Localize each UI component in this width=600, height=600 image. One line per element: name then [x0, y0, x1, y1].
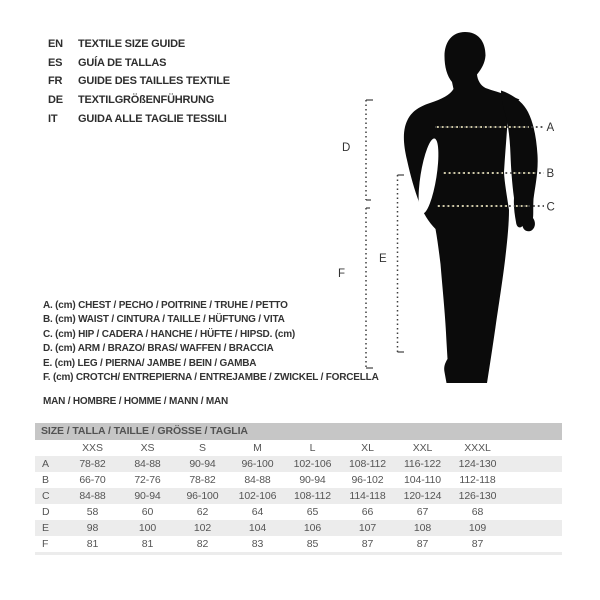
- table-row-c: [35, 488, 562, 504]
- legend-item-chest: A. (cm) CHEST / PECHO / POITRINE / TRUHE / PETTO: [43, 300, 288, 311]
- cell: 124-130: [458, 458, 497, 470]
- guide-title-it: GUIDA ALLE TAGLIE TESSILI: [78, 112, 227, 125]
- column-header-xxl: XXL: [412, 442, 433, 454]
- cell: 81: [86, 538, 99, 550]
- cell: 84-88: [79, 490, 106, 502]
- cell: 90-94: [134, 490, 161, 502]
- cell: 67: [416, 506, 429, 518]
- legend-item-crotch: F. (cm) CROTCH/ ENTREPIERNA / ENTREJAMBE / ZWICKEL / FORCELLA: [43, 371, 379, 383]
- cell: 102: [193, 522, 212, 534]
- cell: 102-106: [238, 490, 277, 502]
- cell: 90-94: [189, 458, 216, 470]
- cell: 84-88: [134, 458, 161, 470]
- language-code: DE: [48, 94, 63, 107]
- legend-item-hip: C. (cm) HIP / CADERA / HANCHE / HÜFTE / HIPSD. (cm): [43, 328, 296, 340]
- arm-measure-label: D: [342, 142, 351, 154]
- waist-measure-label: B: [546, 168, 555, 180]
- row-filler: [505, 472, 562, 488]
- header-spacer: [35, 440, 65, 456]
- cell: 68: [471, 506, 484, 518]
- cell: 90-94: [299, 474, 326, 486]
- row-label: D: [42, 506, 50, 518]
- language-row-it: [48, 109, 230, 128]
- cell: 65: [306, 506, 319, 518]
- cell: 58: [86, 506, 99, 518]
- cell: 96-102: [351, 474, 384, 486]
- language-code: ES: [48, 56, 63, 69]
- cell: 112-118: [459, 474, 496, 486]
- guide-title-es: GUÍA DE TALLAS: [78, 56, 167, 69]
- language-row-es: [48, 54, 230, 73]
- cell: 78-82: [79, 458, 106, 470]
- cell: 104: [248, 522, 267, 534]
- measurement-legend: [43, 299, 379, 410]
- cell: 87: [361, 538, 374, 550]
- cell: 96-100: [241, 458, 274, 470]
- table-row-d: [35, 504, 562, 520]
- gender-line: MAN / HOMBRE / HOMME / MANN / MAN: [43, 396, 229, 408]
- cell: 104-110: [403, 474, 442, 486]
- cell: 78-82: [189, 474, 216, 486]
- cell: 66: [361, 506, 374, 518]
- guide-title-fr: GUIDE DES TAILLES TEXTILE: [78, 75, 230, 88]
- cell: 108-112: [293, 490, 332, 502]
- cell: 87: [471, 538, 484, 550]
- cell: 102-106: [293, 458, 332, 470]
- column-header-s: S: [199, 442, 206, 454]
- row-filler: [505, 488, 562, 504]
- column-header-xxxl: XXXL: [464, 442, 491, 454]
- cell: 100: [138, 522, 157, 534]
- cell: 116-122: [403, 458, 442, 470]
- row-filler: [505, 520, 562, 536]
- cell: 64: [251, 506, 264, 518]
- cell: 60: [141, 506, 154, 518]
- cell: 62: [196, 506, 209, 518]
- cell: 83: [251, 538, 264, 550]
- language-title-list: [48, 35, 230, 128]
- cell: 85: [306, 538, 319, 550]
- language-code: IT: [48, 112, 58, 125]
- cell: 98: [86, 522, 99, 534]
- table-row-b: [35, 472, 562, 488]
- column-header-xs: XS: [140, 442, 155, 454]
- column-header-m: M: [253, 442, 262, 454]
- legend-item-waist: B. (cm) WAIST / CINTURA / TAILLE / HÜFTUNG / VITA: [43, 314, 285, 326]
- cell: 108: [413, 522, 432, 534]
- table-row-a: [35, 456, 562, 472]
- row-label: C: [42, 490, 50, 502]
- row-label: B: [42, 474, 49, 486]
- cell: 108-112: [348, 458, 387, 470]
- row-label: F: [42, 538, 49, 550]
- row-filler: [505, 456, 562, 472]
- legend-item-arm: D. (cm) ARM / BRAZO/ BRAS/ WAFFEN / BRACCIA: [43, 343, 274, 355]
- size-table-title: SIZE / TALLA / TAILLE / GRÖSSE / TAGLIA: [35, 423, 562, 440]
- row-label: A: [42, 458, 49, 470]
- row-filler: [505, 536, 562, 552]
- table-bottom-strip: [35, 552, 562, 555]
- language-row-de: [48, 91, 230, 110]
- row-label: E: [42, 522, 49, 534]
- hip-measure-label: C: [546, 201, 555, 214]
- cell: 82: [196, 538, 209, 550]
- cell: 87: [416, 538, 429, 550]
- legend-item-leg: E. (cm) LEG / PIERNA/ JAMBE / BEIN / GAMBA: [43, 357, 257, 369]
- cell: 84-88: [244, 474, 271, 486]
- column-header-xl: XL: [361, 442, 374, 454]
- size-table-header-row: [35, 440, 562, 456]
- cell: 120-124: [403, 490, 442, 502]
- column-header-l: L: [309, 442, 316, 454]
- row-filler: [505, 504, 562, 520]
- crotch-measure-label: F: [338, 268, 346, 280]
- cell: 81: [141, 538, 154, 550]
- guide-title-de: TEXTILGRÖßENFÜHRUNG: [78, 94, 215, 107]
- cell: 72-76: [134, 474, 161, 486]
- cell: 66-70: [79, 474, 106, 486]
- chest-measure-label: A: [546, 122, 555, 134]
- row-filler: [505, 440, 562, 456]
- cell: 109: [468, 522, 487, 534]
- cell: 114-118: [349, 490, 386, 502]
- language-code: FR: [48, 75, 63, 88]
- column-header-xxs: XXS: [82, 442, 103, 454]
- cell: 126-130: [458, 490, 497, 502]
- cell: 96-100: [186, 490, 219, 502]
- guide-title-en: TEXTILE SIZE GUIDE: [78, 38, 186, 51]
- language-row-en: [48, 35, 230, 54]
- table-row-f: [35, 536, 562, 552]
- table-row-e: [35, 520, 562, 536]
- cell: 107: [358, 522, 377, 534]
- size-table: [35, 423, 562, 555]
- cell: 106: [303, 522, 322, 534]
- language-code: EN: [48, 38, 63, 51]
- leg-measure-label: E: [379, 253, 387, 265]
- language-row-fr: [48, 72, 230, 91]
